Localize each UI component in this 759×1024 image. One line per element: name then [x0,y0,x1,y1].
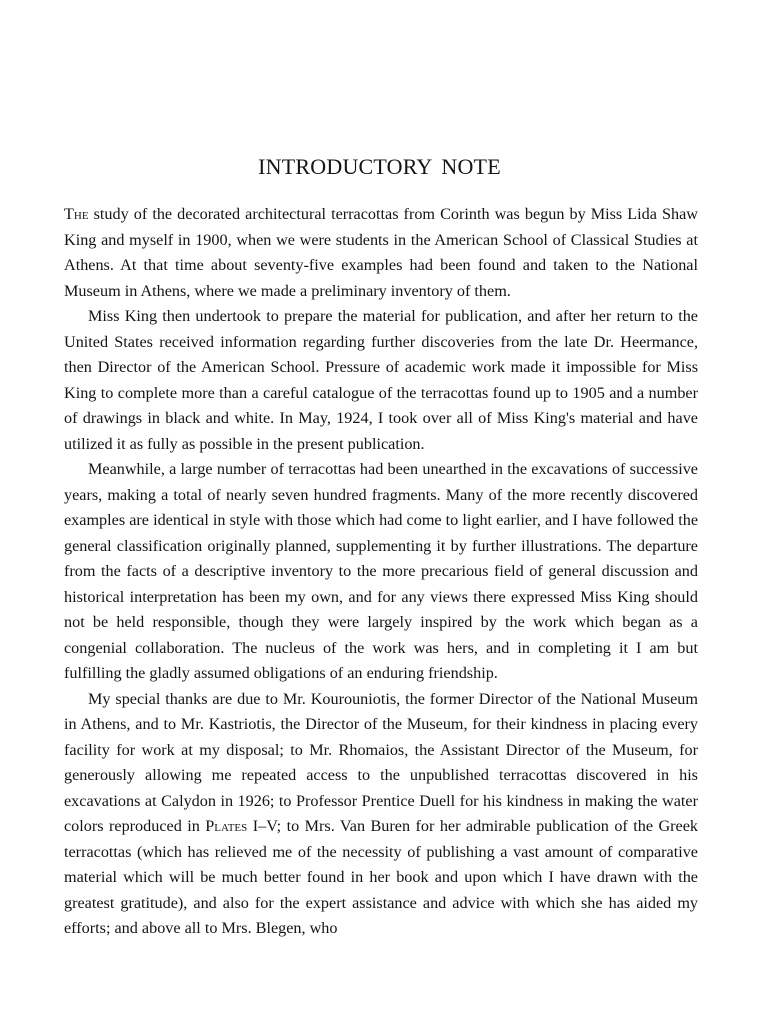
paragraph-1-text: study of the decorated architectural terracottas from Corinth was begun by Miss Lida Shaw King and myself in 1900, when we were students in the American School of Classical Studies at Athens. At that time about seventy-five examples had been found and taken to the National Museum in Athens, where we made a preliminary inventory of them. [64,205,698,300]
paragraph-1 [64,202,698,304]
paragraph-4-text-before: My special thanks are due to Mr. Kourouniotis, the former Director of the National Museum in Athens, and to Mr. Kastriotis, the Director of the Museum, for their kindness in placing every facility for work at my disposal; to Mr. Rhomaios, the Assistant Director of the Museum, for generously allowing me repeated access to the unpublished terracottas discovered in his excavations at Calydon in 1926; to Professor Prentice Duell for his kindness in making the water colors reproduced in [64,689,698,835]
paragraph-4-text-after: I–V; to Mrs. Van Buren for her admirable publication of the Greek terracottas (which has relieved me of the necessity of publishing a vast amount of comparative material which will be much better found in her book and upon which I have drawn with the greatest gratitude), and also for the expert assistance and advice with which she has aided my efforts; and above all to Mrs. Blegen, who [64,817,698,937]
page-title: INTRODUCTORY NOTE [258,154,501,179]
paragraph-1-lead: The [64,205,89,223]
plates-reference: Plates [205,817,248,835]
paragraph-3: Meanwhile, a large number of terracottas had been unearthed in the excavations of successive years, making a total of nearly seven hundred fragments. Many of the more recently discovered examples are identical in style with those which had come to light earlier, and I have followed the general classification originally planned, supplementing it by further illustrations. The departure from the facts of a descriptive inventory to the more precarious field of general discussion and historical interpretation has been my own, and for any views there expressed Miss King should not be held responsible, though they were largely inspired by the work which began as a congenial collaboration. The nucleus of the work was hers, and in completing it I am but fulfilling the gladly assumed obligations of an enduring friendship. [64,460,698,682]
body-text [64,202,698,942]
paragraph-2: Miss King then undertook to prepare the material for publication, and after her return to the United States received information regarding further discoveries from the late Dr. Heermance, then Director of the American School. Pressure of academic work made it impossible for Miss King to complete more than a careful catalogue of the terracottas found up to 1905 and a number of drawings in black and white. In May, 1924, I took over all of Miss King's material and have utilized it as fully as possible in the present publication. [64,307,698,453]
paragraph-4 [64,687,698,942]
